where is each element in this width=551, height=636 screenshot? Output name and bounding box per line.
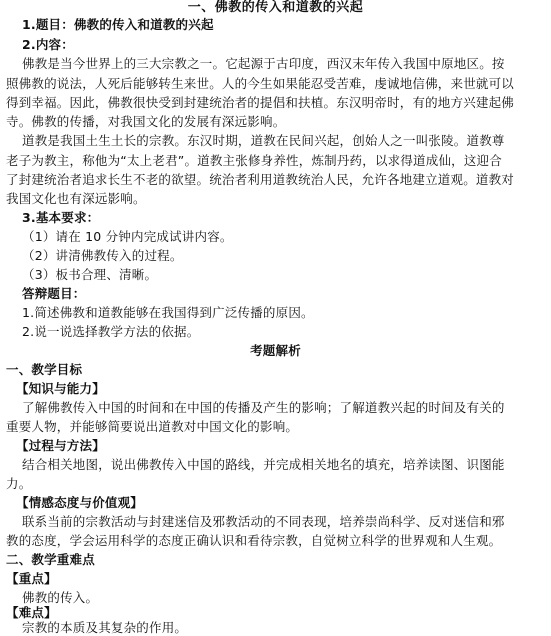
process-line: 结合相关地图，说出佛教传入中国的路线，并完成相关地名的填充，培养读图、识图能 <box>22 457 505 472</box>
qa-item: 2.说一说选择教学方法的依据。 <box>22 324 200 339</box>
topic-heading: 1.题目：佛教的传入和道教的兴起 <box>22 17 214 32</box>
difficult-text: 宗教的本质及其复杂的作用。 <box>22 620 188 635</box>
requirements-heading: 3.基本要求： <box>22 210 100 225</box>
subsection-heading: 【知识与能力】 <box>16 381 105 396</box>
paragraph1-line: 寺。佛教的传播，对我国文化的发展有深远影响。 <box>6 114 286 129</box>
section-heading: 二、教学重难点 <box>6 552 95 567</box>
knowledge-line: 重要人物，并能够简要说出道教对中国文化的影响。 <box>6 419 299 434</box>
paragraph2-line: 了封建统治者追求长生不老的欲望。统治者利用道教统治人民，允许各地建立道观。道教对 <box>6 172 515 187</box>
paragraph2-line: 我国文化也有深远影响。 <box>6 191 146 206</box>
knowledge-line: 了解佛教传入中国的时间和在中国的传播及产生的影响；了解道教兴起的时间及有关的 <box>22 400 505 415</box>
paragraph1-line: 佛教是当今世界上的三大宗教之一。它起源于古印度，西汉末年传入我国中原地区。按 <box>22 56 505 71</box>
key-text: 佛教的传入。 <box>22 590 99 605</box>
analysis-title: 考题解析 <box>250 343 301 358</box>
subsection-heading: 【情感态度与价值观】 <box>16 495 144 510</box>
qa-item: 1.简述佛教和道教能够在我国得到广泛传播的原因。 <box>22 305 314 320</box>
subsection-heading: 【过程与方法】 <box>16 438 105 453</box>
emotion-line: 教的态度，学会运用科学的态度正确认识和看待宗教，自觉树立科学的世界观和人生观。 <box>6 533 502 548</box>
document-title: 一、佛教的传入和道教的兴起 <box>187 0 364 15</box>
key-heading: 【重点】 <box>6 571 57 586</box>
process-line: 力。 <box>6 476 32 491</box>
section-heading: 一、教学目标 <box>6 362 83 377</box>
qa-heading: 答辩题目： <box>22 286 86 301</box>
emotion-line: 联系当前的宗教活动与封建迷信及邪教活动的不同表现，培养崇尚科学、反对迷信和邪 <box>22 514 505 529</box>
paragraph1-line: 得到幸福。因此，佛教很快受到封建统治者的提倡和扶植。东汉明帝时，有的地方兴建起佛 <box>6 95 515 110</box>
difficult-heading: 【难点】 <box>6 605 57 620</box>
content-heading: 2.内容： <box>22 37 74 52</box>
requirement-item: （1）请在 10 分钟内完成试讲内容。 <box>22 229 233 244</box>
requirement-item: （3）板书合理、清晰。 <box>22 267 158 282</box>
paragraph2-line: 道教是我国土生土长的宗教。东汉时期，道教在民间兴起，创始人之一叫张陵。道教尊 <box>22 133 505 148</box>
requirement-item: （2）讲清佛教传入的过程。 <box>22 248 183 263</box>
paragraph1-line: 照佛教的说法，人死后能够转生来世。人的今生如果能忍受苦难，虔诚地信佛，来世就可以 <box>6 76 515 91</box>
paragraph2-line: 老子为教主，称他为“太上老君”。道教主张修身养性，炼制丹药，以求得道成仙，这迎合 <box>6 153 502 168</box>
